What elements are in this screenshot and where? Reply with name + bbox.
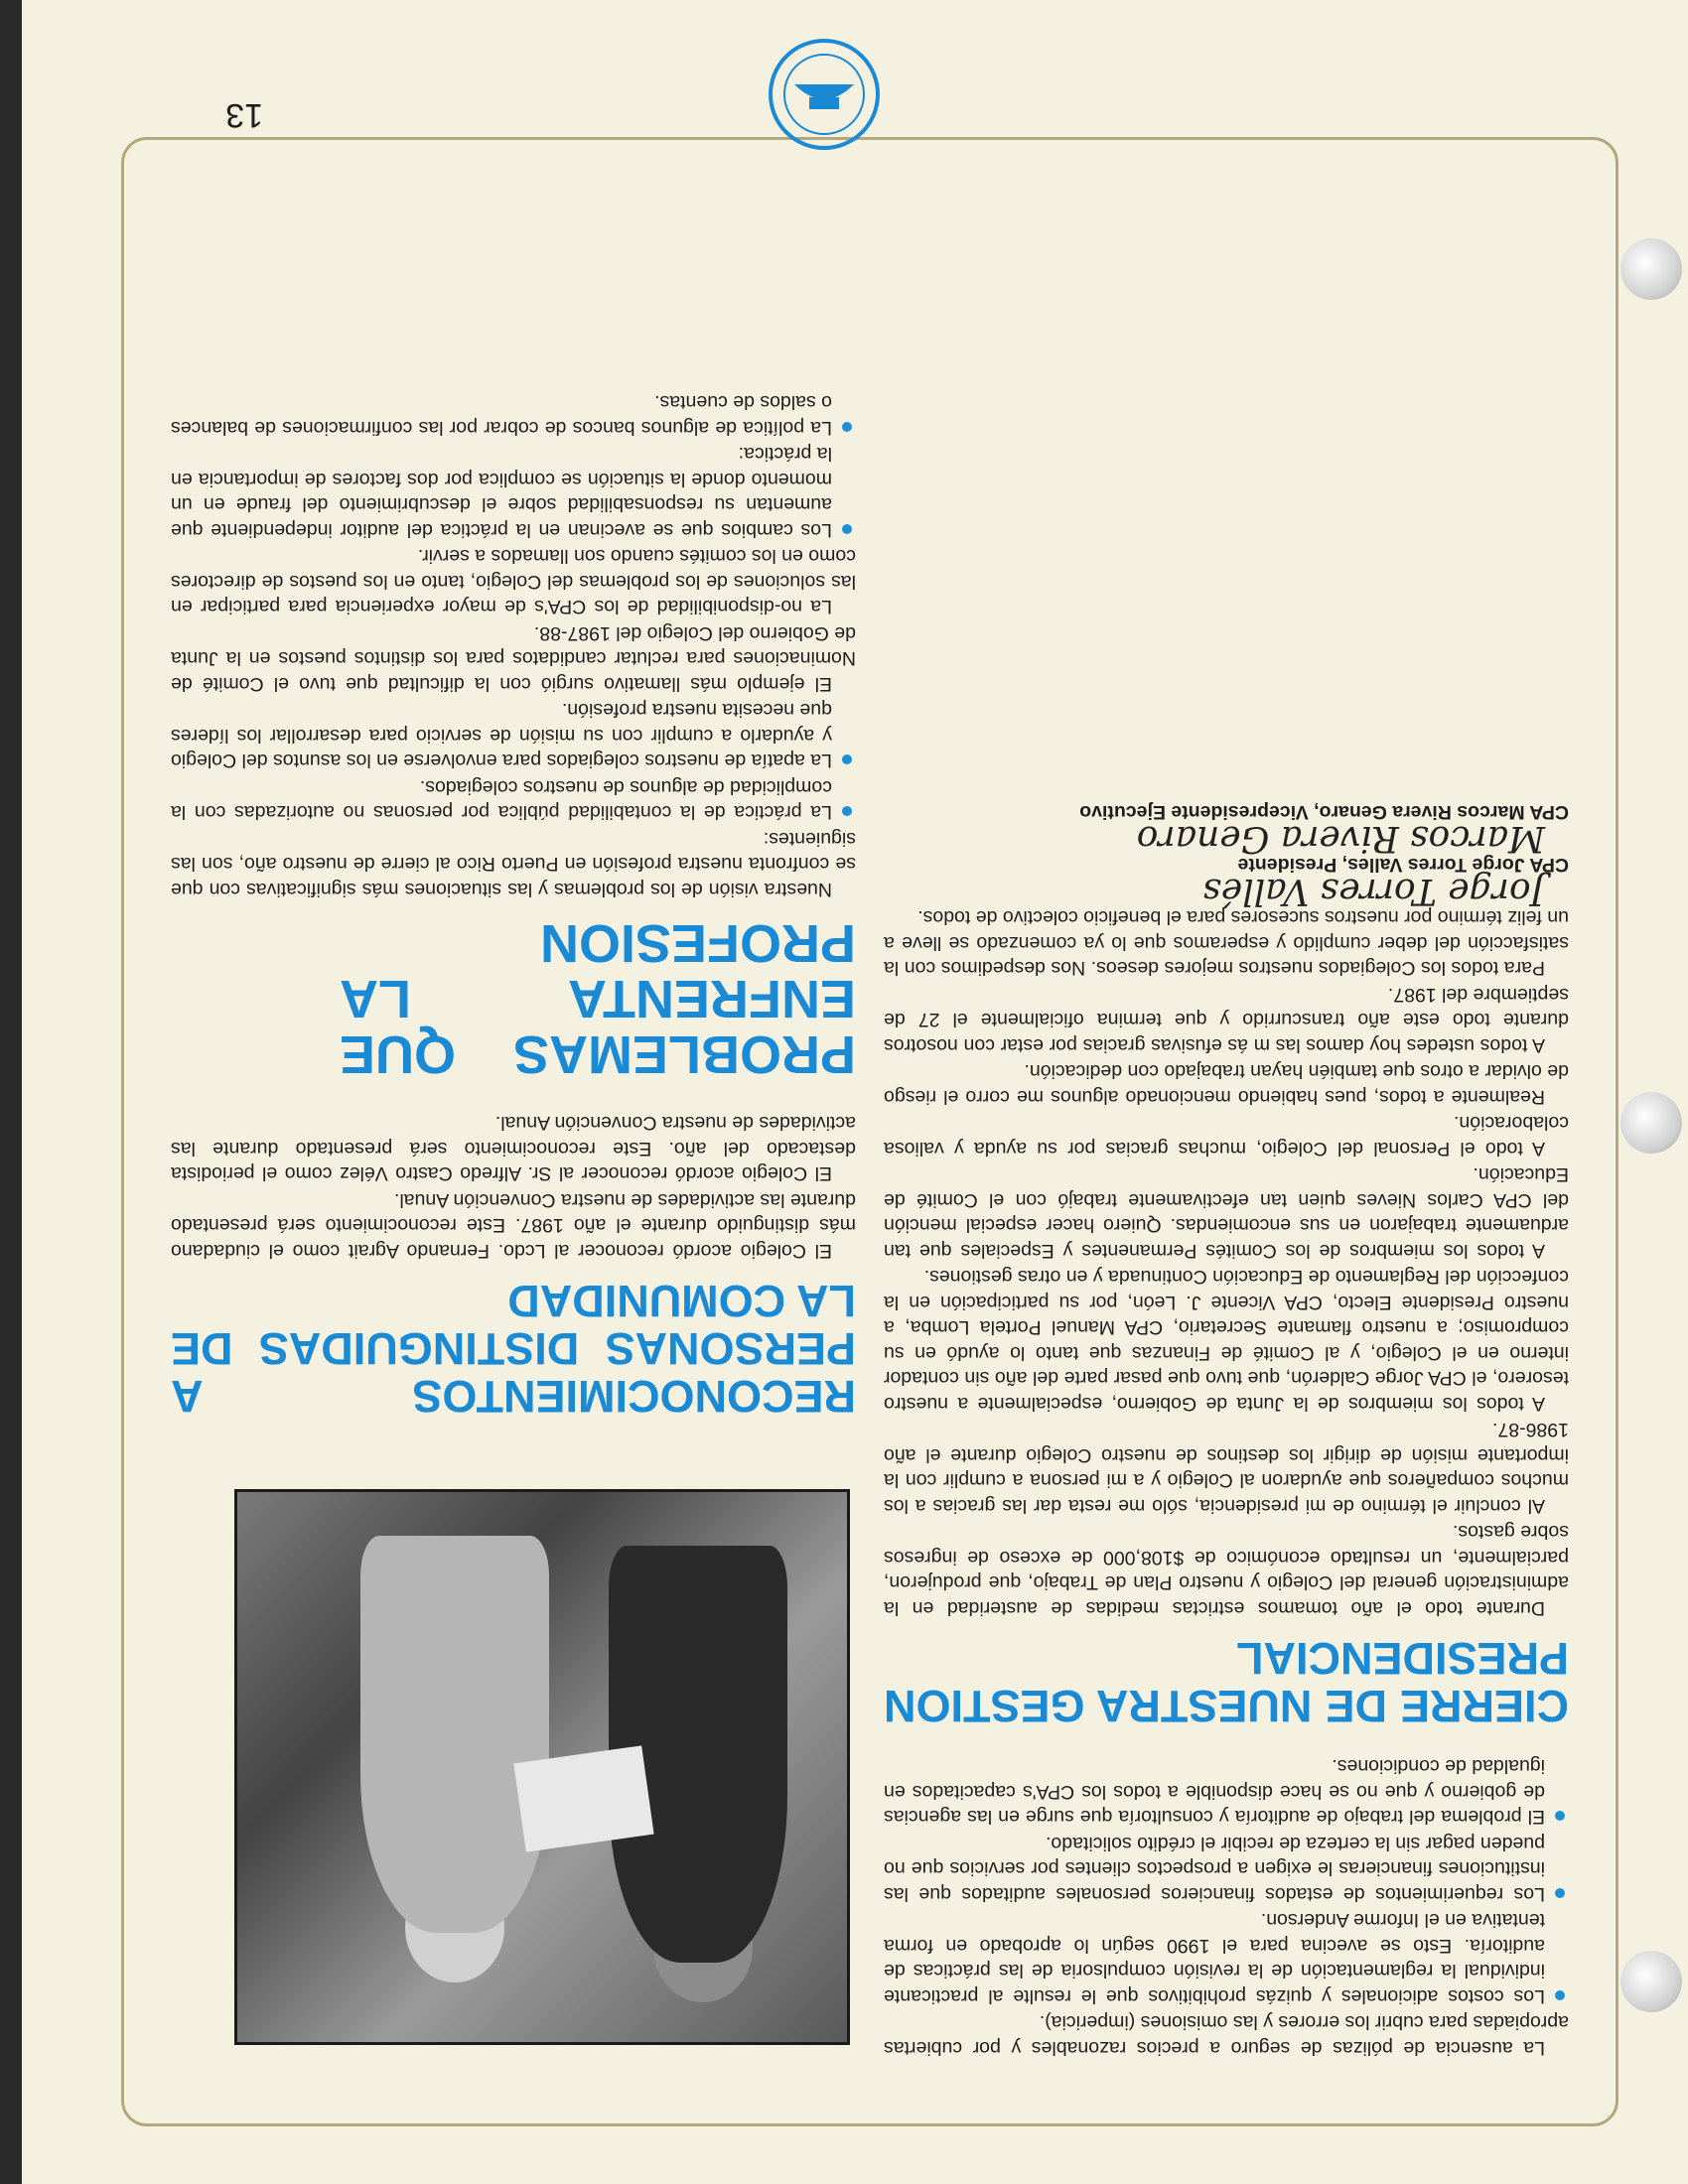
right-items	[171, 1110, 856, 1263]
paragraph: La ausencia de pólizas de seguro a precios razonables y por cubiertas apropiadas para cubrir los errores y las omisiones (impericia).	[884, 2011, 1569, 2059]
bullet-paragraph: Los requerimientos de estados financieros personales auditados que las instituciones financieras le exigen a prospectos clientes por servicios que no pueden pagar sin la certeza de recibir el crédito solicitado.	[884, 1831, 1569, 1907]
page-number: 13	[225, 96, 263, 134]
paragraph: El ejemplo más llamativo surgió con la dificultad que tuvo el Comité de Nominaciones para reclutar candidatos para los distintos puestos en la Junta de Gobierno del Colegio del 1987-88.	[171, 622, 856, 695]
heading-problemas: PROBLEMAS QUE ENFRENTA LA PROFESION	[340, 913, 856, 1084]
paragraph: A todos ustedes hoy damos las m ás efusivas gracias por estar con nosotros durante todo este año transcurrido y que termina oficialmente el 27 de septiembre del 1987.	[884, 984, 1569, 1056]
bullet-paragraph: El problema del trabajo de auditoría y consultoría que surge en las agencias de gobierno y que no se hace disponible a todos los CPA's capacitados en igualdad de condiciones.	[884, 1753, 1569, 1830]
paragraph: El Colegio acordó reconocer al Lcdo. Fernando Agrait como el ciudadano más distinguido durante el año 1987. Este reconocimiento será presentado durante las actividades de nuestra Convención Anual.	[171, 1189, 856, 1262]
award-plaque	[513, 1745, 653, 1851]
photo	[234, 1489, 850, 2045]
left-column	[884, 798, 1569, 2060]
right-items-2	[171, 389, 856, 901]
left-items-2	[884, 904, 1569, 1620]
paragraph: La no-disponibilidad de los CPA's de mayor experiencia para participar en las soluciones de los problemas del Colegio, tanto en los puestos de directores como en los comités cuando son llamados a servir.	[171, 545, 856, 618]
paragraph: El Colegio acordó reconocer al Sr. Alfredo Castro Vélez como el periodista destacado del año. Este reconocimiento será presentado durante las actividades de nuestra Convención Anual.	[171, 1112, 856, 1185]
bullet-paragraph: Los costos adicionales y quizás prohibitivos que le resulte al practicante individual la reglamentación de la revisión compulsoria de las prácticas de auditoría. Esto se avecina para el 1990 según lo aprobado en forma tentativa en el Informe Anderson.	[884, 1907, 1569, 2008]
heading-cierre: CIERRE DE NUESTRA GESTION PRESIDENCIAL	[884, 1633, 1569, 1731]
paragraph: Al concluir el término de mi presidencia, sólo me resta dar las gracias a los muchos compañeros que ayudaron al Colegio y a mi persona a cumplir con la importante misión de dirigir los destinos de nuestro Colegio durante el año 1986-87.	[884, 1419, 1569, 1517]
paragraph: Nuestra visión de los problemas y las situaciones más significativas con que se confronta nuestra profesión en Puerto Rico al cierre de nuestro año, son las siguientes:	[171, 828, 856, 900]
paragraph: Para todos los Colegiados nuestros mejores deseos. Nos despedimos con la satisfacción del deber cumplido y esperamos que lo ya comenzado se lleve a un feliz término por nuestros sucesores para el beneficio colectivo de todos.	[884, 906, 1569, 980]
bullet-paragraph: La práctica de la contabilidad pública por personas no autorizadas con la complicidad de algunos de nuestros colegiados.	[171, 774, 856, 825]
signer-1: CPA Jorge Torres Valles, Presidente	[1237, 854, 1569, 877]
bullet-paragraph: Los cambios que se avecinan en la práctica del auditor independiente que aumentan su responsabilidad sobre el descubrimiento del fraude en un momento donde la situación se complica por dos factores de importancia en la práctica:	[171, 441, 856, 542]
paragraph: Durante todo el año tomamos estrictas medidas de austeridad en la administración general del Colegio y nuestro Plan de Trabajo, que produjeron, parcialmente, un resultado económico de $108,000 de exceso de ingresos sobre gastos.	[884, 1521, 1569, 1619]
left-items	[884, 1753, 1569, 2060]
signature-1: Jorge Torres Vallés	[1202, 871, 1545, 911]
paragraph: Realmente a todos, pues habiendo mencionado algunos me corro el riesgo de olvidar a otros que también hayan trabajado con dedicación.	[884, 1060, 1569, 1108]
paragraph: A todos los miembros de la Junta de Gobierno, especialmente a nuestro tesorero, el CPA Jorge Calderón, que tuvo que pasar parte del año sin contador interno en el Colegio, y al Comité de Finanzas que tanto lo ayudó en su compromiso; a nuestro flamante Secretario, CPA Manuel Portela Lomba, a nuestro Presidente Electo, CPA Vicente J. León, por su participación en la confección del Reglamento de Educación Continuada y en otras gestiones.	[884, 1266, 1569, 1415]
signature-2: Marcos Rivera Genaro	[1136, 818, 1545, 859]
heading-reconocimientos: RECONOCIMIENTOS A PERSONAS DISTINGUIDAS DE LA COMUNIDAD	[171, 1276, 856, 1422]
man-right-body	[360, 1536, 549, 1933]
paragraph: A todo el Personal del Colegio, muchas gracias por su ayuda y valiosa colaboración.	[884, 1112, 1569, 1160]
bullet-paragraph: La apatía de nuestros colegiados para envolverse en los asuntos del Colegio y ayudarlo a cumplir con su misión de servicio para desarrollar los líderes que necesita nuestra profesión.	[171, 697, 856, 773]
bullet-paragraph: La política de algunos bancos de cobrar por las confirmaciones de balances o saldos de cuentas.	[171, 389, 856, 440]
signer-2: CPA Marcos Rivera Genaro, Vicepresidente Ejecutivo	[1079, 801, 1569, 824]
colegio-cpa-seal-icon	[765, 35, 884, 154]
paragraph: A todos los miembros de los Comités Permanentes y Especiales que tan arduamente trabajaron en sus encomiendas. Quiero hacer especial mención del CPA Carlos Nieves quien tan efectivamente trabajó con el Comité de Educación.	[884, 1163, 1569, 1262]
